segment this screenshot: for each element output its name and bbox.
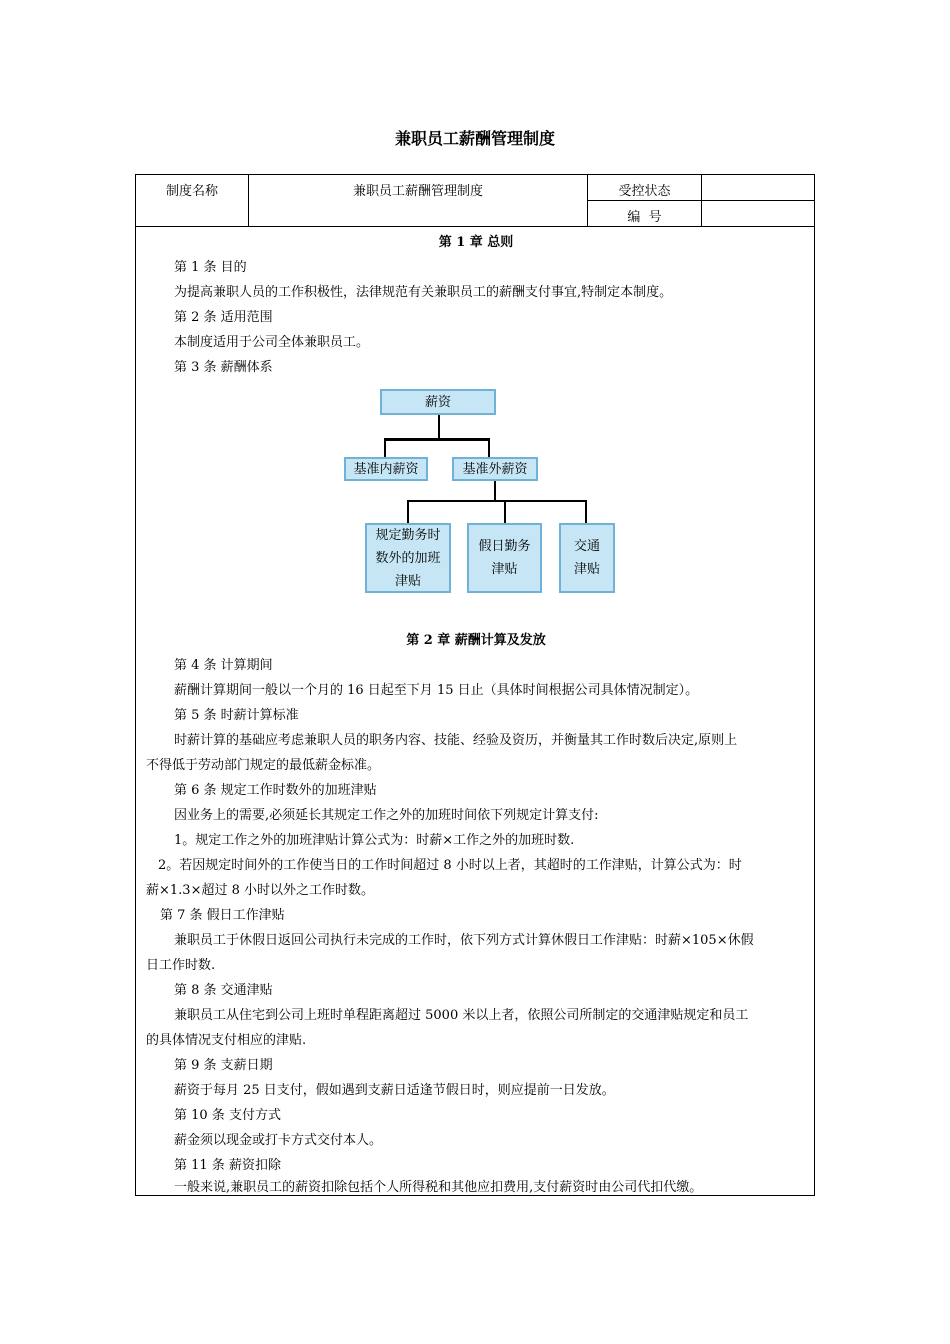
article-text: 不得低于劳动部门规定的最低薪金标准。 xyxy=(146,758,381,773)
list-item: 薪×1.3×超过 8 小时以外之工作时数。 xyxy=(146,883,374,898)
connector xyxy=(504,500,506,523)
article-title: 第 5 条 时薪计算标准 xyxy=(174,708,299,723)
policy-table xyxy=(135,174,815,1196)
article-title: 第 2 条 适用范围 xyxy=(174,310,273,325)
connector xyxy=(494,481,496,501)
diagram-node-holiday: 假日勤务 津贴 xyxy=(467,523,542,593)
list-item: 2。若因规定时间外的工作使当日的工作时间超过 8 小时以上者，其超时的工作津贴，计算公式为：时 xyxy=(158,858,742,873)
article-text: 一般来说,兼职员工的薪资扣除包括个人所得税和其他应扣费用,支付薪资时由公司代扣代缴。 xyxy=(174,1180,703,1195)
article-text: 为提高兼职人员的工作积极性，法律规范有关兼职员工的薪酬支付事宜,特制定本制度。 xyxy=(174,285,673,300)
diagram-node-base-salary: 基准内薪资 xyxy=(344,457,428,481)
divider xyxy=(587,200,815,201)
connector xyxy=(585,500,587,523)
article-title: 第 10 条 支付方式 xyxy=(174,1108,281,1123)
policy-name-value: 兼职员工薪酬管理制度 xyxy=(352,184,483,199)
control-status-label: 受控状态 xyxy=(618,184,671,199)
chapter-heading: 第 1 章 总则 xyxy=(438,235,514,250)
article-title: 第 11 条 薪资扣除 xyxy=(174,1158,281,1173)
article-title: 第 7 条 假日工作津贴 xyxy=(160,908,285,923)
policy-name-label: 制度名称 xyxy=(165,184,218,199)
connector xyxy=(384,438,386,457)
diagram-node-transport: 交通 津贴 xyxy=(559,523,615,593)
document-title: 兼职员工薪酬管理制度 xyxy=(394,129,555,148)
number-label: 编 号 xyxy=(627,210,662,225)
article-title: 第 3 条 薪酬体系 xyxy=(174,360,273,375)
article-text: 因业务上的需要,必须延长其规定工作之外的加班时间依下列规定计算支付: xyxy=(174,808,599,823)
connector xyxy=(488,438,490,457)
article-text: 薪金须以现金或打卡方式交付本人。 xyxy=(174,1133,383,1148)
article-title: 第 1 条 目的 xyxy=(174,260,247,275)
diagram-node-extra-salary: 基准外薪资 xyxy=(452,457,538,481)
connector xyxy=(384,438,490,441)
article-title: 第 6 条 规定工作时数外的加班津贴 xyxy=(174,783,377,798)
connector xyxy=(407,500,409,523)
list-item: 1。规定工作之外的加班津贴计算公式为：时薪×工作之外的加班时数. xyxy=(174,833,575,848)
article-text: 的具体情况支付相应的津贴. xyxy=(146,1033,307,1048)
article-text: 日工作时数. xyxy=(146,958,216,973)
article-text: 本制度适用于公司全体兼职员工。 xyxy=(174,335,370,350)
article-text: 薪酬计算期间一般以一个月的 16 日起至下月 15 日止（具体时间根据公司具体情况制定）。 xyxy=(174,683,699,698)
article-title: 第 4 条 计算期间 xyxy=(174,658,273,673)
connector xyxy=(438,415,440,439)
connector xyxy=(407,500,587,502)
chapter-heading: 第 2 章 薪酬计算及发放 xyxy=(406,633,546,648)
article-text: 兼职员工于休假日返回公司执行未完成的工作时，依下列方式计算休假日工作津贴：时薪×105×休假 xyxy=(174,933,754,948)
article-text: 兼职员工从住宅到公司上班时单程距离超过 5000 米以上者，依照公司所制定的交通津贴规定和员工 xyxy=(174,1008,749,1023)
article-text: 时薪计算的基础应考虑兼职人员的职务内容、技能、经验及资历，并衡量其工作时数后决定,原则上 xyxy=(174,733,738,748)
article-title: 第 8 条 交通津贴 xyxy=(174,983,273,998)
diagram-node-overtime: 规定勤务时 数外的加班 津贴 xyxy=(365,523,451,593)
article-text: 薪资于每月 25 日支付，假如遇到支薪日适逢节假日时，则应提前一日发放。 xyxy=(174,1083,615,1098)
diagram-node-root: 薪资 xyxy=(380,389,496,415)
divider xyxy=(136,226,815,227)
article-title: 第 9 条 支薪日期 xyxy=(174,1058,273,1073)
